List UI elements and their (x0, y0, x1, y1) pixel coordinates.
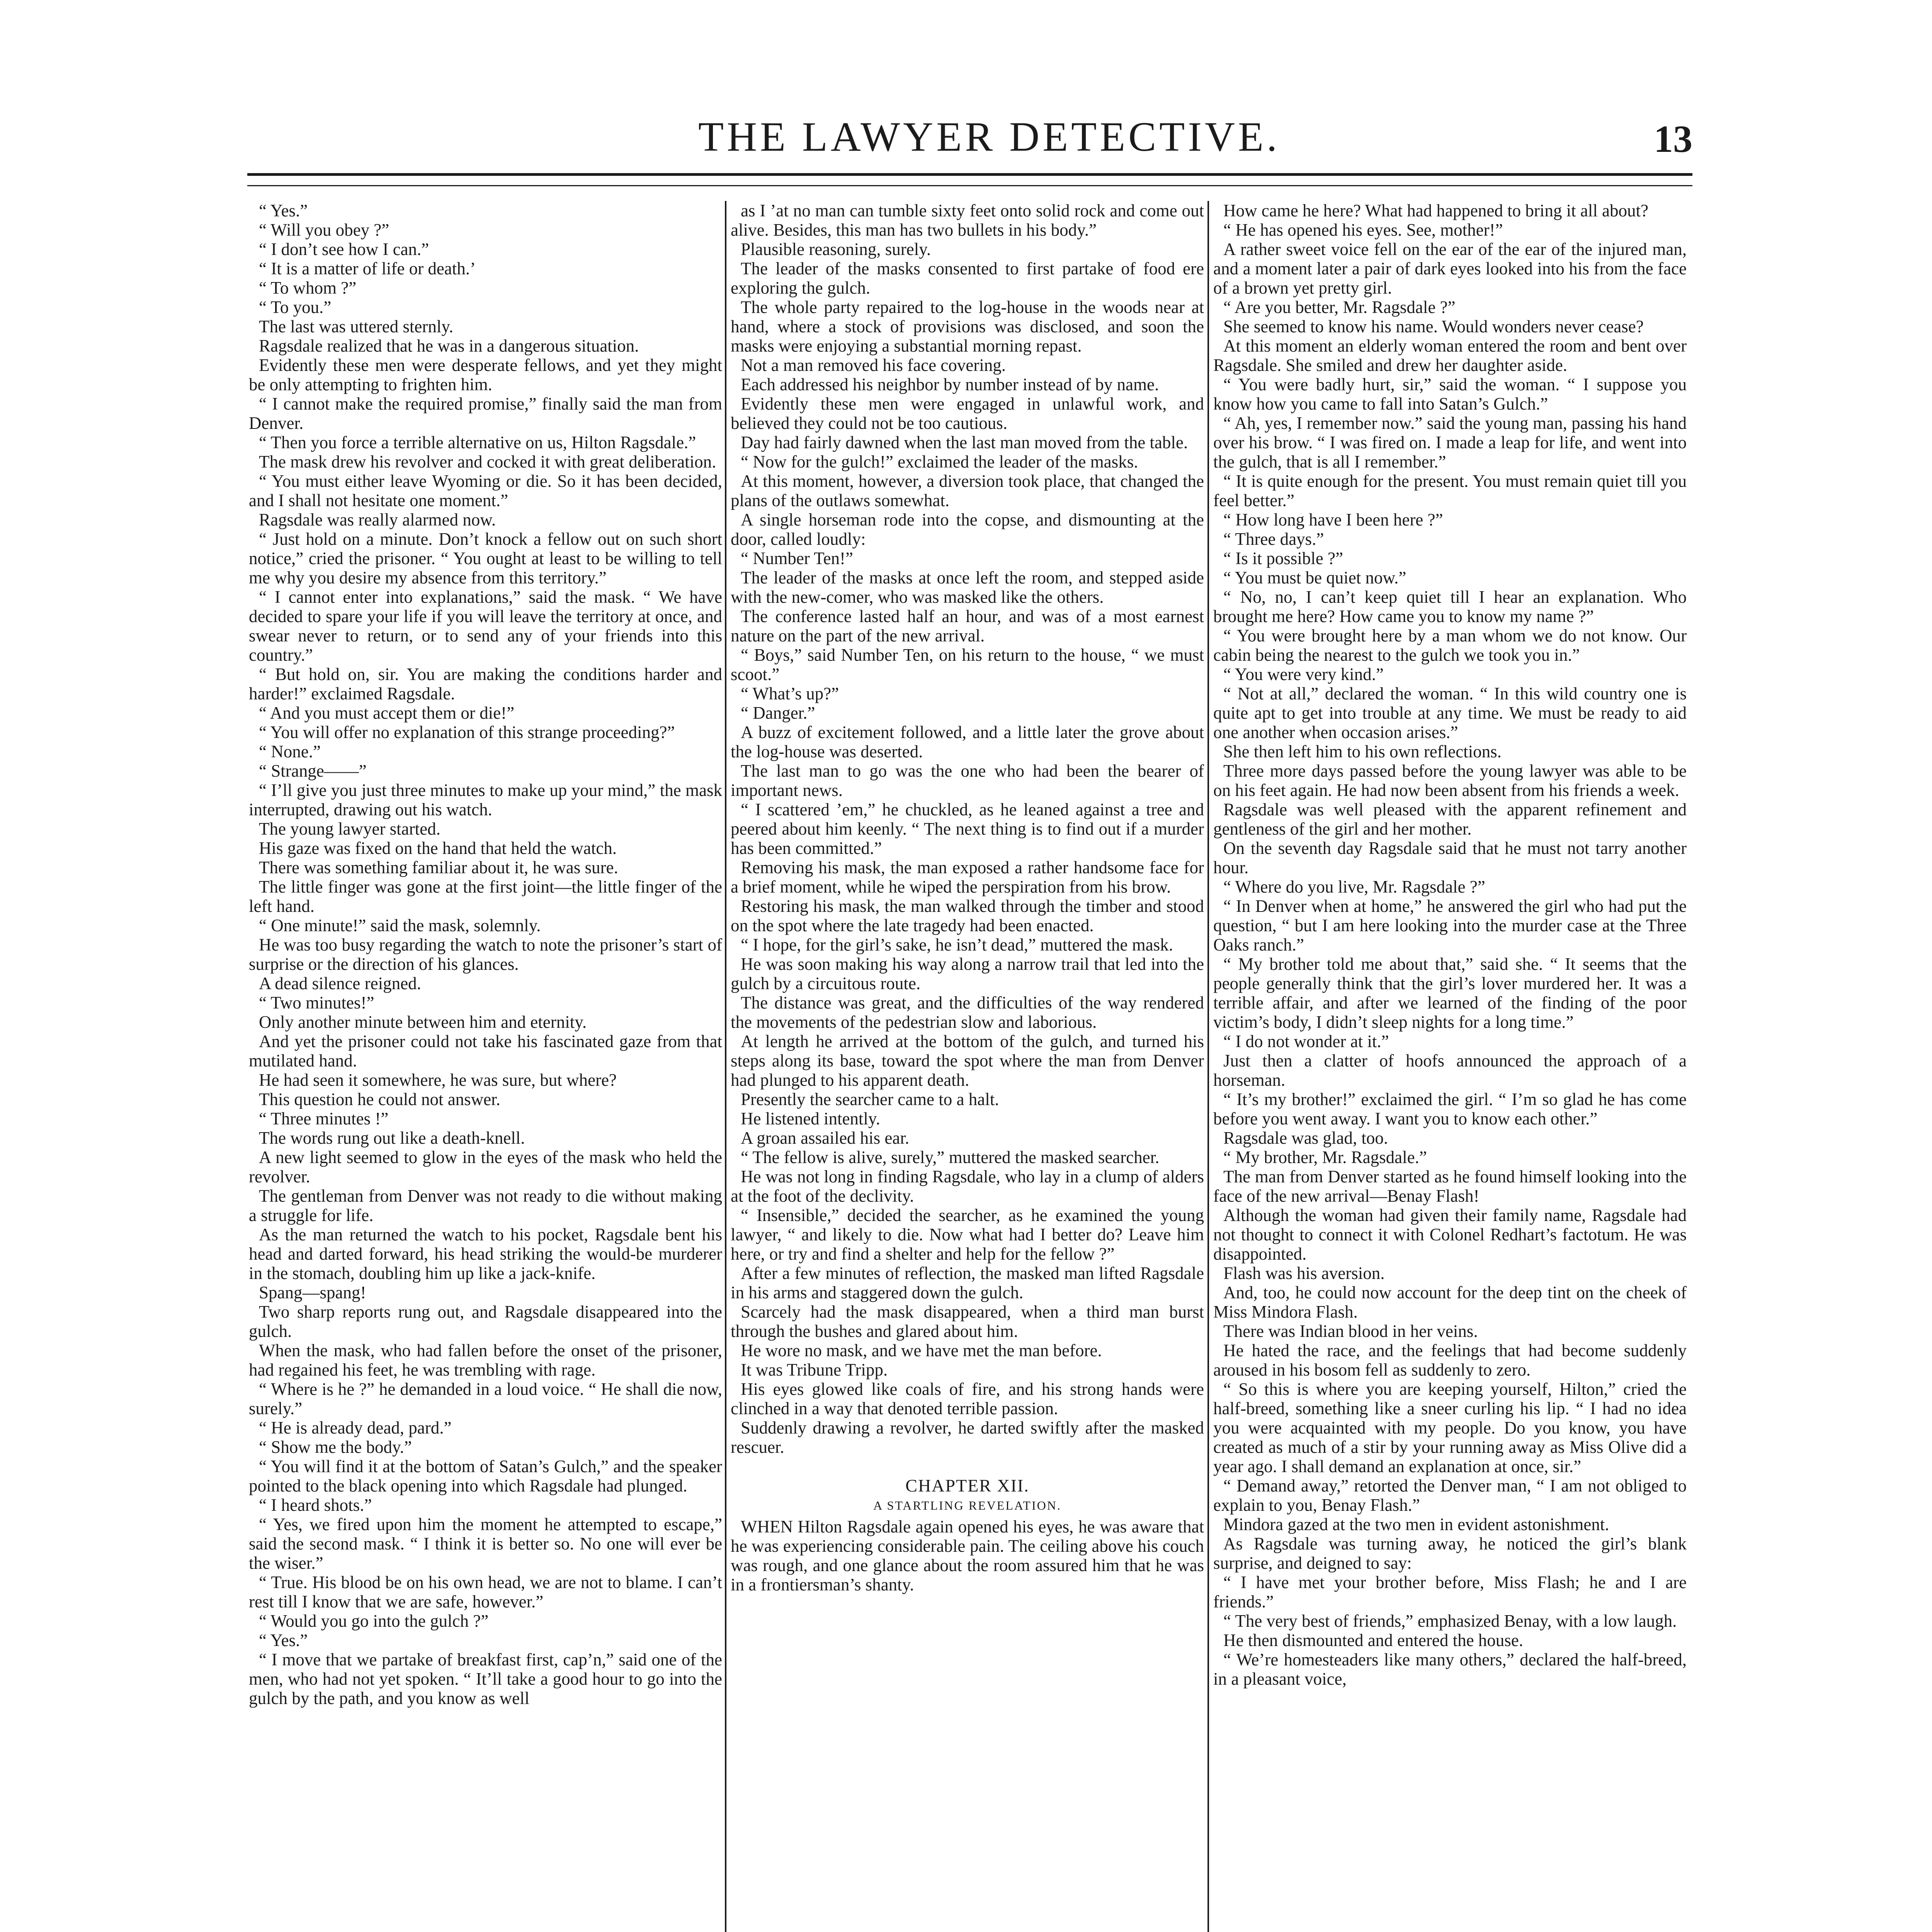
paragraph: “ Where do you live, Mr. Ragsdale ?” (1223, 877, 1485, 896)
paragraph: “ Demand away,” retorted the Denver man, “ I am not obliged to explain to you, Benay Flash.” (1213, 1476, 1687, 1515)
paragraph: “ Ah, yes, I remember now.” said the young man, passing his hand over his brow. “ I was fired on. I made a leap for life, and went into the gulch, that is all I remember.” (1213, 413, 1687, 471)
paragraph: as I ’at no man can tumble sixty feet onto solid rock and come out alive. Besides, this man has two bullets in his body.” (731, 201, 1204, 240)
paragraph: “ I scattered ’em,” he chuckled, as he leaned against a tree and peered about him keenly. “ The next thing is to find out if a murder has been committed.” (731, 800, 1204, 858)
paragraph: “ You will offer no explanation of this strange proceeding?” (259, 723, 675, 742)
paragraph: “ Two minutes!” (259, 993, 374, 1012)
paragraph: A new light seemed to glow in the eyes of the mask who held the revolver. (249, 1148, 722, 1186)
paragraph: There was something familiar about it, he was sure. (259, 858, 618, 877)
paragraph: “ I heard shots.” (259, 1495, 372, 1515)
paragraph: “ It is quite enough for the present. You must remain quiet till you feel better.” (1213, 471, 1687, 510)
paragraph: “ Would you go into the gulch ?” (259, 1611, 489, 1631)
paragraph: He wore no mask, and we have met the man before. (741, 1341, 1102, 1360)
paragraph: “ You were brought here by a man whom we do not know. Our cabin being the nearest to the gulch we took you in.” (1213, 626, 1687, 665)
paragraph: The gentleman from Denver was not ready to die without making a struggle for life. (249, 1186, 722, 1225)
paragraph: “ And you must accept them or die!” (259, 703, 515, 723)
paragraph: “ My brother, Mr. Ragsdale.” (1223, 1148, 1427, 1167)
paragraph: Ragsdale was really alarmed now. (259, 510, 496, 529)
paragraph: Three more days passed before the young lawyer was able to be on his feet again. He had now been absent from his friends a week. (1213, 761, 1687, 800)
paragraph: He was soon making his way along a narrow trail that led into the gulch by a circuitous route. (731, 954, 1204, 993)
paragraph: “ But hold on, sir. You are making the conditions harder and harder!” exclaimed Ragsdale. (249, 665, 722, 703)
paragraph: “ My brother told me about that,” said she. “ It seems that the people generally think that the girl’s lover murdered her. It was a terrible affair, and after we learned of the finding of the poor victim’s body, I didn’t sleep nights for a long time.” (1213, 954, 1687, 1032)
paragraph: At length he arrived at the bottom of the gulch, and turned his steps along its base, toward the spot where the man from Denver had plunged to his apparent death. (731, 1032, 1204, 1090)
paragraph: At this moment, however, a diversion took place, that changed the plans of the outlaws somewhat. (731, 471, 1204, 510)
paragraph: “ What’s up?” (741, 684, 839, 703)
paragraph: His gaze was fixed on the hand that held the watch. (259, 838, 617, 858)
paragraph: “ True. His blood be on his own head, we are not to blame. I can’t rest till I know that we are safe, however.” (249, 1573, 722, 1611)
running-header-title: THE LAWYER DETECTIVE. (698, 114, 1281, 160)
paragraph: Although the woman had given their family name, Ragsdale had not thought to connect it with Colonel Redhart’s factotum. He was disappointed. (1213, 1206, 1687, 1264)
chapter-paragraph: WHEN Hilton Ragsdale again opened his eyes, he was aware that he was experiencing considerable pain. The ceiling above his couch was rough, and one glance about the room assured him that he was in a frontiersman’s shanty. (731, 1517, 1204, 1594)
paragraph: When the mask, who had fallen before the onset of the prisoner, had regained his feet, he was trembling with rage. (249, 1341, 722, 1379)
paragraph: Mindora gazed at the two men in evident astonishment. (1223, 1515, 1609, 1534)
paragraph: Ragsdale was glad, too. (1223, 1128, 1388, 1148)
paragraph: “ You must either leave Wyoming or die. So it has been decided, and I shall not hesitate one moment.” (249, 471, 722, 510)
paragraph: “ Will you obey ?” (259, 220, 389, 240)
paragraph: “ Three days.” (1223, 529, 1324, 549)
paragraph: “ Not at all,” declared the woman. “ In this wild country one is quite apt to get into trouble at any time. We must be ready to aid one another when occasion arises.” (1213, 684, 1687, 742)
column-divider (1208, 201, 1209, 1932)
paragraph: Suddenly drawing a revolver, he darted swiftly after the masked rescuer. (731, 1418, 1204, 1457)
paragraph: “ You were very kind.” (1223, 665, 1384, 684)
paragraph: “ Insensible,” decided the searcher, as he examined the young lawyer, “ and likely to die. Now what had I better do? Leave him here, or try and find a shelter and help for the fellow ?” (731, 1206, 1204, 1264)
paragraph: “ It’s my brother!” exclaimed the girl. “ I’m so glad he has come before you went away. I want you to know each other.” (1213, 1090, 1687, 1128)
paragraph: “ Three minutes !” (259, 1109, 389, 1128)
paragraph: His eyes glowed like coals of fire, and his strong hands were clinched in a way that denoted terrible passion. (731, 1379, 1204, 1418)
paragraph: The words rung out like a death-knell. (259, 1128, 525, 1148)
paragraph: And, too, he could now account for the deep tint on the cheek of Miss Mindora Flash. (1213, 1283, 1687, 1321)
paragraph: Two sharp reports rung out, and Ragsdale disappeared into the gulch. (249, 1302, 722, 1341)
paragraph: “ We’re homesteaders like many others,” declared the half-breed, in a pleasant voice, (1213, 1650, 1687, 1689)
paragraph: A rather sweet voice fell on the ear of the ear of the injured man, and a moment later a pair of dark eyes looked into his from the face of a brown yet pretty girl. (1213, 240, 1687, 298)
paragraph: The leader of the masks at once left the room, and stepped aside with the new-comer, who was masked like the others. (731, 568, 1204, 607)
paragraph: As the man returned the watch to his pocket, Ragsdale bent his head and darted forward, his head striking the would-be murderer in the stomach, doubling him up like a jack-knife. (249, 1225, 722, 1283)
paragraph: “ The fellow is alive, surely,” muttered the masked searcher. (741, 1148, 1160, 1167)
page-number: 13 (1654, 117, 1692, 160)
paragraph: “ He has opened his eyes. See, mother!” (1223, 220, 1503, 240)
paragraph: Ragsdale realized that he was in a dangerous situation. (259, 336, 639, 355)
paragraph: He was too busy regarding the watch to note the prisoner’s start of surprise or the direction of his glances. (249, 935, 722, 974)
paragraph: Just then a clatter of hoofs announced the approach of a horseman. (1213, 1051, 1687, 1090)
paragraph: “ I’ll give you just three minutes to make up your mind,” the mask interrupted, drawing out his watch. (249, 781, 722, 819)
paragraph: It was Tribune Tripp. (741, 1360, 888, 1379)
paragraph: Not a man removed his face covering. (741, 355, 1006, 375)
paragraph: The leader of the masks consented to first partake of food ere exploring the gulch. (731, 259, 1204, 298)
paragraph: Evidently these men were engaged in unlawful work, and believed they could not be too cautious. (731, 394, 1204, 433)
chapter-heading: CHAPTER XII. (905, 1476, 1029, 1495)
paragraph: “ No, no, I can’t keep quiet till I hear an explanation. Who brought me here? How came you to know my name ?” (1213, 587, 1687, 626)
paragraph: “ Just hold on a minute. Don’t knock a fellow out on such short notice,” cried the prisoner. “ You ought at least to be willing to tell me why you desire my absence from this territory.” (249, 529, 722, 587)
paragraph: The young lawyer started. (259, 819, 440, 838)
paragraph: There was Indian blood in her veins. (1223, 1321, 1478, 1341)
paragraph: “ I don’t see how I can.” (259, 240, 429, 259)
text-column-1 (249, 201, 722, 1932)
paragraph: The last man to go was the one who had been the bearer of important news. (731, 761, 1204, 800)
paragraph: “ Is it possible ?” (1223, 549, 1343, 568)
paragraph: At this moment an elderly woman entered the room and bent over Ragsdale. She smiled and drew her daughter aside. (1213, 336, 1687, 375)
paragraph: Plausible reasoning, surely. (741, 240, 931, 259)
chapter-subheading: A STARTLING REVELATION. (873, 1498, 1061, 1512)
paragraph: Day had fairly dawned when the last man moved from the table. (741, 433, 1188, 452)
paragraph: “ Yes.” (259, 201, 308, 220)
paragraph: Ragsdale was well pleased with the apparent refinement and gentleness of the girl and her mother. (1213, 800, 1687, 838)
paragraph: “ I move that we partake of breakfast first, cap’n,” said one of the men, who had not yet spoken. “ It’ll take a good hour to go into the gulch by the path, and you know as well (249, 1650, 722, 1708)
paragraph: Evidently these men were desperate fellows, and yet they might be only attempting to frighten him. (249, 355, 722, 394)
paragraph: “ I have met your brother before, Miss Flash; he and I are friends.” (1213, 1573, 1687, 1611)
paragraph: Only another minute between him and eternity. (259, 1012, 587, 1032)
paragraph: “ Number Ten!” (741, 549, 853, 568)
paragraph: “ The very best of friends,” emphasized Benay, with a low laugh. (1223, 1611, 1677, 1631)
paragraph: “ How long have I been here ?” (1223, 510, 1443, 529)
paragraph: “ I cannot make the required promise,” finally said the man from Denver. (249, 394, 722, 433)
paragraph: He had seen it somewhere, he was sure, but where? (259, 1070, 617, 1090)
paragraph: “ You will find it at the bottom of Satan’s Gulch,” and the speaker pointed to the black opening into which Ragsdale had plunged. (249, 1457, 722, 1495)
text-column-3 (1213, 201, 1687, 1932)
paragraph: “ Then you force a terrible alternative on us, Hilton Ragsdale.” (259, 433, 696, 452)
paragraph: Presently the searcher came to a halt. (741, 1090, 999, 1109)
paragraph: “ One minute!” said the mask, solemnly. (259, 916, 541, 935)
paragraph: “ To whom ?” (259, 278, 357, 298)
paragraph: “ So this is where you are keeping yourself, Hilton,” cried the half-breed, something like a sneer curling his lip. “ I had no idea you were acquainted with my people. Do you know, you have created as much of a stir by your running away as Miss Olive did a year ago. I shall demand an explanation at once, sir.” (1213, 1379, 1687, 1476)
paragraph: Scarcely had the mask disappeared, when a third man burst through the bushes and glared about him. (731, 1302, 1204, 1341)
column-divider (725, 201, 726, 1932)
paragraph: “ I cannot enter into explanations,” said the mask. “ We have decided to spare your life if you will leave the territory at once, and swear never to return, or to send any of your friends into this country.” (249, 587, 722, 665)
paragraph: How came he here? What had happened to bring it all about? (1223, 201, 1648, 220)
paragraph: He was not long in finding Ragsdale, who lay in a clump of alders at the foot of the declivity. (731, 1167, 1204, 1206)
paragraph: “ Danger.” (741, 703, 815, 723)
paragraph: “ Show me the body.” (259, 1437, 412, 1457)
paragraph: The distance was great, and the difficulties of the way rendered the movements of the pedestrian slow and laborious. (731, 993, 1204, 1032)
paragraph: A dead silence reigned. (259, 974, 421, 993)
paragraph: “ You were badly hurt, sir,” said the woman. “ I suppose you know how you came to fall into Satan’s Gulch.” (1213, 375, 1687, 413)
paragraph: The whole party repaired to the log-house in the woods near at hand, where a stock of provisions was disclosed, and soon the masks were enjoying a substantial morning repast. (731, 298, 1204, 355)
text-column-2 (731, 201, 1204, 1932)
paragraph: Spang—spang! (259, 1283, 366, 1302)
paragraph: The conference lasted half an hour, and was of a most earnest nature on the part of the new arrival. (731, 607, 1204, 645)
paragraph: “ Are you better, Mr. Ragsdale ?” (1223, 298, 1456, 317)
paragraph: And yet the prisoner could not take his fascinated gaze from that mutilated hand. (249, 1032, 722, 1070)
paragraph: He listened intently. (741, 1109, 880, 1128)
paragraph: The man from Denver started as he found himself looking into the face of the new arrival—Benay Flash! (1213, 1167, 1687, 1206)
paragraph: A groan assailed his ear. (741, 1128, 910, 1148)
paragraph: The mask drew his revolver and cocked it with great deliberation. (259, 452, 716, 471)
paragraph: A buzz of excitement followed, and a little later the grove about the log-house was deserted. (731, 723, 1204, 761)
header-double-rule (247, 173, 1692, 186)
paragraph: He then dismounted and entered the house. (1223, 1631, 1524, 1650)
paragraph: “ Boys,” said Number Ten, on his return to the house, “ we must scoot.” (731, 645, 1204, 684)
paragraph: He hated the race, and the feelings that had become suddenly aroused in his bosom fell as suddenly to zero. (1213, 1341, 1687, 1379)
paragraph: Each addressed his neighbor by number instead of by name. (741, 375, 1159, 394)
paragraph: “ Where is he ?” he demanded in a loud voice. “ He shall die now, surely.” (249, 1379, 722, 1418)
paragraph: Removing his mask, the man exposed a rather handsome face for a brief moment, while he wiped the perspiration from his brow. (731, 858, 1204, 896)
paragraph: “ I do not wonder at it.” (1223, 1032, 1389, 1051)
paragraph: “ I hope, for the girl’s sake, he isn’t dead,” muttered the mask. (741, 935, 1173, 954)
paragraph: On the seventh day Ragsdale said that he must not tarry another hour. (1213, 838, 1687, 877)
paragraph: This question he could not answer. (259, 1090, 500, 1109)
paragraph: “ In Denver when at home,” he answered the girl who had put the question, “ but I am here looking into the murder case at the Three Oaks ranch.” (1213, 896, 1687, 954)
paragraph: The last was uttered sternly. (259, 317, 454, 336)
paragraph: “ Yes.” (259, 1631, 308, 1650)
paragraph: She then left him to his own reflections. (1223, 742, 1502, 761)
paragraph: The little finger was gone at the first joint—the little finger of the left hand. (249, 877, 722, 916)
paragraph: Restoring his mask, the man walked through the timber and stood on the spot where the late tragedy had been enacted. (731, 896, 1204, 935)
paragraph: “ Strange——” (259, 761, 367, 781)
paragraph: A single horseman rode into the copse, and dismounting at the door, called loudly: (731, 510, 1204, 549)
paragraph: As Ragsdale was turning away, he noticed the girl’s blank surprise, and deigned to say: (1213, 1534, 1687, 1573)
paragraph: “ Yes, we fired upon him the moment he attempted to escape,” said the second mask. “ I think it is better so. No one will ever be the wiser.” (249, 1515, 722, 1573)
paragraph: “ Now for the gulch!” exclaimed the leader of the masks. (741, 452, 1138, 471)
paragraph: “ You must be quiet now.” (1223, 568, 1406, 587)
paragraph: “ None.” (259, 742, 321, 761)
paragraph: “ He is already dead, pard.” (259, 1418, 452, 1437)
paragraph: “ To you.” (259, 298, 332, 317)
paragraph: She seemed to know his name. Would wonders never cease? (1223, 317, 1644, 336)
paragraph: Flash was his aversion. (1223, 1264, 1385, 1283)
paragraph: “ It is a matter of life or death.’ (259, 259, 476, 278)
paragraph: After a few minutes of reflection, the masked man lifted Ragsdale in his arms and staggered down the gulch. (731, 1264, 1204, 1302)
